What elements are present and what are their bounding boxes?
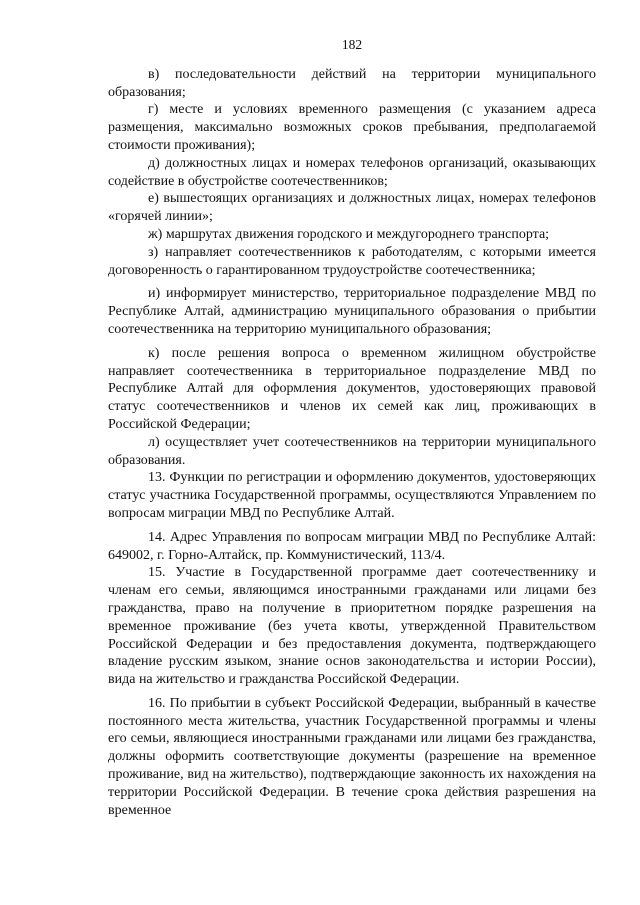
paragraph-item-zh: ж) маршрутах движения городского и междугороднего транспорта; (148, 226, 550, 242)
document-page (108, 36, 596, 819)
paragraph-item-l: л) осуществляет учет соотечественников на территории муниципального образования. (108, 434, 596, 468)
paragraph-16: 16. По прибытии в субъект Российской Федерации, выбранный в качестве постоянного места жительства, участник Государственной программы и члены его семьи, являющиеся иностранными гражданами или лицами без гражданства, должны оформить соответствующие документы (разрешение на временное проживание, вид на жительство), подтверждающие законность их нахождения на территории Российской Федерации. В течение срока действия разрешения на временное (108, 695, 596, 818)
paragraph-13: 13. Функции по регистрации и оформлению документов, удостоверяющих статус участника Государственной программы, осуществляются Управлением по вопросам миграции МВД по Республике Алтай. (108, 470, 596, 521)
paragraph-item-v: в) последовательности действий на территории муниципального образования; (108, 66, 596, 100)
paragraph-item-g: г) месте и условиях временного размещения (с указанием адреса размещения, максимально возможных сроков пребывания, предполагаемой стоимости проживания); (108, 102, 596, 153)
paragraph-item-e: е) вышестоящих организациях и должностных лицах, номерах телефонов «горячей линии»; (108, 191, 596, 225)
paragraph-item-k: к) после решения вопроса о временном жилищном обустройстве направляет соотечественника в территориальное подразделение МВД по Республике Алтай для оформления документов, удостоверяющих правовой статус соотечественников и членов их семей как лиц, проживающих в Российской Федерации; (108, 345, 596, 432)
paragraph-14: 14. Адрес Управления по вопросам миграции МВД по Республике Алтай: 649002, г. Горно-Алтайск, пр. Коммунистический, 113/4. (108, 529, 596, 563)
paragraph-item-z: з) направляет соотечественников к работодателям, с которыми имеется договоренность о гарантированном трудоустройстве соотечественника; (108, 244, 596, 278)
page-number: 182 (341, 37, 363, 52)
paragraph-15: 15. Участие в Государственной программе дает соотечественнику и членам его семьи, являющимся иностранными гражданами или лицами без гражданства, право на получение в приоритетном порядке разрешения на временное проживание (без учета квоты, утвержденной Правительством Российской Федерации и без предоставления документа, подтверждающего владение русским языком, знание основ законодательства и истории России), вида на жительство и гражданства Российской Федерации. (108, 565, 596, 688)
paragraph-item-i: и) информирует министерство, территориальное подразделение МВД по Республике Алтай, администрацию муниципального образования о прибытии соотечественника на территорию муниципального образования; (108, 286, 596, 337)
paragraph-item-d: д) должностных лицах и номерах телефонов организаций, оказывающих содействие в обустройстве соотечественников; (108, 155, 596, 189)
